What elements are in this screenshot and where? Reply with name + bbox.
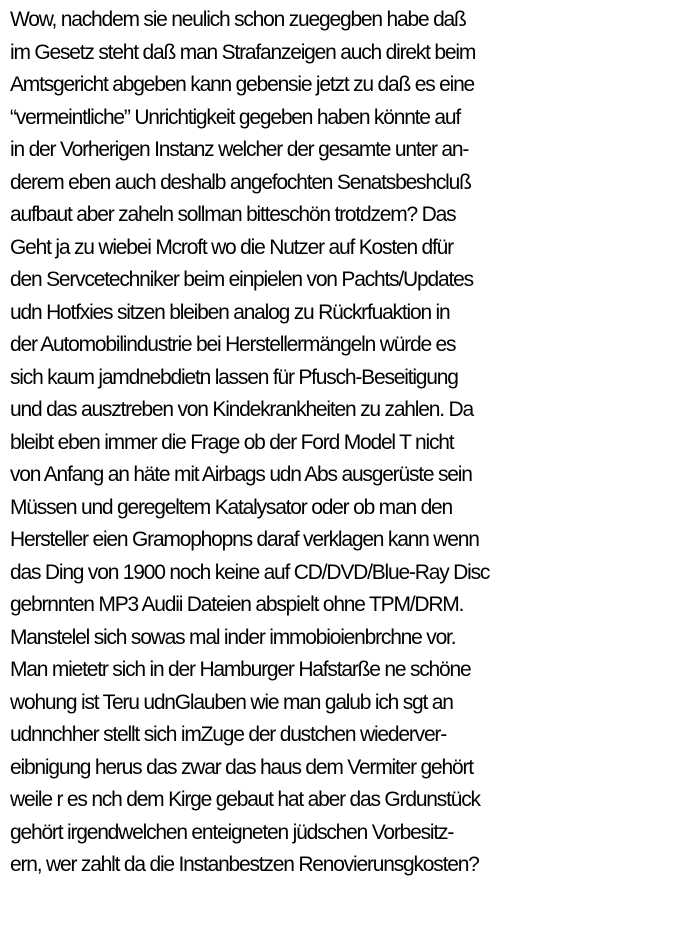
text-line: den Servcetechniker beim einpielen von Pachts/Updates	[10, 268, 473, 291]
document-body-text	[10, 4, 684, 882]
text-line: sich kaum jamdnebdietn lassen für Pfusch-Beseitigung	[10, 365, 458, 389]
text-line: im Gesetz steht daß man Strafanzeigen auch direkt beim	[10, 40, 476, 64]
text-line: ern, wer zahlt da die Instanbestzen Renovierunsgkosten?	[10, 853, 479, 876]
text-line: eibnigung herus das zwar das haus dem Vermiter gehört	[10, 755, 473, 779]
text-line: Man mietetr sich in der Hamburger Hafstarße ne schöne	[10, 658, 471, 681]
text-line: bleibt eben immer die Frage ob der Ford Model T nicht	[10, 430, 454, 454]
text-line: weile r es nch dem Kirge gebaut hat aber das Grdunstück	[10, 788, 480, 811]
text-line: Hersteller eien Gramophopns daraf verklagen kann wenn	[10, 528, 479, 551]
text-line: Wow, nachdem sie neulich schon zuegegben habe daß	[10, 8, 466, 31]
text-line: derem eben auch deshalb angefochten Senatsbeshcluß	[10, 170, 471, 194]
text-line: und das ausztreben von Kindekrankheiten zu zahlen. Da	[10, 398, 473, 421]
text-line: udn Hotfxies sitzen bleiben analog zu Rückrfuaktion in	[10, 300, 450, 324]
text-line: von Anfang an häte mit Airbags udn Abs ausgerüste sein	[10, 463, 472, 486]
text-line: Geht ja zu wiebei Mcroft wo die Nutzer auf Kosten dfür	[10, 235, 453, 259]
text-line: gehört irgendwelchen enteigneten jüdschen Vorbesitz-	[10, 820, 454, 844]
text-line: wohung ist Teru udnGlauben wie man galub ich sgt an	[10, 690, 453, 714]
text-line: gebrnnten MP3 Audii Dateien abspielt ohne TPM/DRM.	[10, 593, 464, 616]
text-line: “vermeintliche” Unrichtigkeit gegeben haben könnte auf	[10, 105, 461, 129]
text-line: der Automobilindustrie bei Herstellermängeln würde es	[10, 333, 456, 356]
text-line: Amtsgericht abgeben kann gebensie jetzt zu daß es eine	[10, 73, 475, 96]
text-line: udnnchher stellt sich imZuge der dustchen wiederver-	[10, 723, 447, 746]
text-line: das Ding von 1900 noch keine auf CD/DVD/Blue-Ray Disc	[10, 560, 490, 584]
text-line: Manstelel sich sowas mal inder immobioienbrchne vor.	[10, 625, 456, 649]
text-line: in der Vorherigen Instanz welcher der gesamte unter an-	[10, 138, 469, 161]
text-line: aufbaut aber zaheln sollman bitteschön trotdzem? Das	[10, 203, 456, 226]
text-line: Müssen und geregeltem Katalysator oder ob man den	[10, 495, 453, 519]
